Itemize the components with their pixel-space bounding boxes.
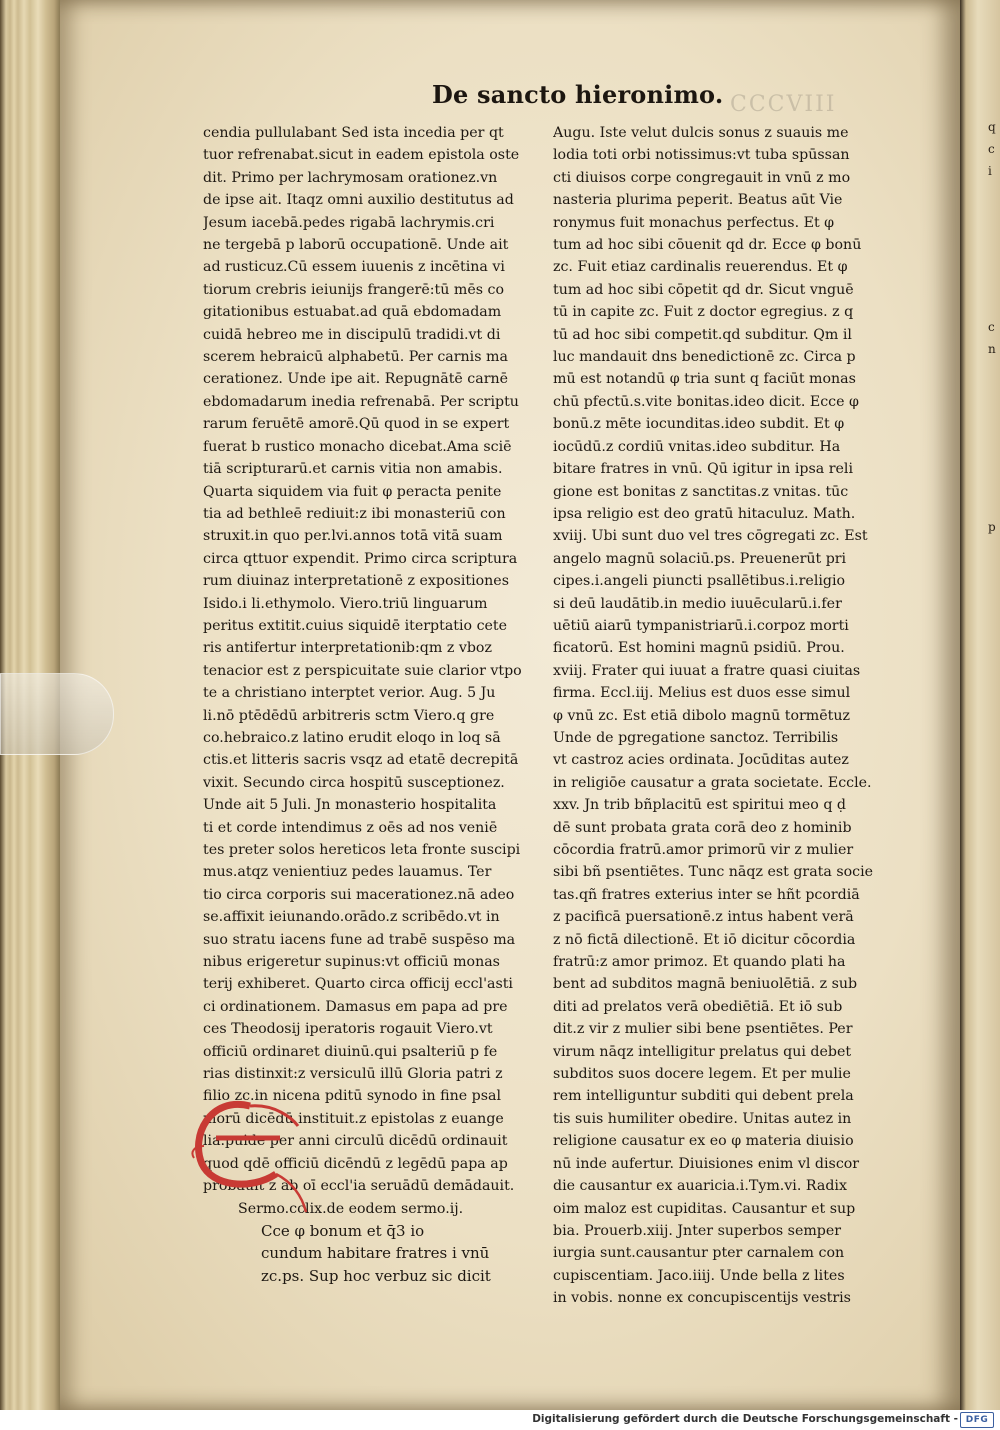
text-line: dit.z vir z mulier sibi bene psentiētes. Per	[553, 1021, 853, 1038]
text-line: die causantur ex auaricia.i.Tym.vi. Radix	[553, 1178, 847, 1195]
text-line: iurgia sunt.causantur pter carnalem con	[553, 1245, 845, 1262]
text-line: oim maloz est cupiditas. Causantur et sup	[553, 1200, 856, 1217]
text-line: φ vnū zc. Est etiā dibolo magnū tormētuz	[553, 707, 850, 724]
text-line: bitare fratres in vnū. Qū igitur in ipsa reli	[553, 461, 853, 478]
right-text-column	[553, 122, 898, 1310]
text-line: xviij. Ubi sunt duo vel tres cōgregati zc. Est	[553, 528, 868, 545]
text-line: cerationez. Unde ipe ait. Repugnātē carnē	[203, 371, 509, 388]
text-line: ces Theodosij iperatoris rogauit Viero.vt	[203, 1021, 493, 1038]
text-line: nū inde aufertur. Diuisiones enim vl discor	[553, 1155, 860, 1172]
text-line: in religiōe causatur a grata societate. Eccle.	[553, 774, 872, 791]
edge-text-fragment: p	[988, 520, 996, 534]
text-line: Unde ait 5 Juli. Jn monasterio hospitalita	[203, 797, 497, 814]
show-through-folio: CCCVIII	[730, 92, 837, 117]
text-line: rum diuinaz interpretationē z expositiones	[203, 573, 509, 590]
text-line: mū est notandū φ tria sunt q faciūt monas	[553, 371, 856, 388]
text-line: tio circa corporis sui macerationez.nā adeo	[203, 886, 515, 903]
text-line: bonū.z mēte iocunditas.ideo subdit. Et φ	[553, 416, 845, 433]
text-line: tia ad bethleē rediuit:z ibi monasteriū con	[203, 505, 506, 522]
text-line: iocūdū.z cordiū vnitas.ideo subditur. Ha	[553, 438, 841, 455]
text-line: religione causatur ex eo φ materia diuisio	[553, 1133, 854, 1150]
text-line: tum ad hoc sibi cōuenit qd dr. Ecce φ bonū	[553, 237, 862, 254]
text-line: firma. Eccl.iij. Melius est duos esse simul	[553, 685, 851, 702]
text-line: in vobis. nonne ex concupiscentijs vestris	[553, 1290, 851, 1307]
text-line: cti diuisos corpe congregauit in vnū z mo	[553, 169, 851, 186]
text-line: Unde de pgregatione sanctoz. Terribilis	[553, 729, 839, 746]
text-line: sibi bñ psentiētes. Tunc nāqz est grata socie	[553, 864, 874, 881]
text-line: de ipse ait. Itaqz omni auxilio destitutus ad	[203, 192, 514, 209]
page-holder-clip	[0, 673, 114, 755]
text-line: uētiū aiarū tympanistriarū.i.corpoz morti	[553, 617, 849, 634]
edge-text-fragment: c	[988, 320, 995, 334]
text-line: ctis.et litteris sacris vsqz ad etatē decrepitā	[203, 752, 519, 769]
text-line: ti et corde intendimus z oēs ad nos veniē	[203, 819, 498, 836]
text-line: fratrū:z amor primoz. Et quando plati ha	[553, 954, 846, 971]
text-line: xxv. Jn trib bñplacitū est spiritui meo q ḍ	[553, 797, 846, 814]
running-head: De sancto hieronimo.	[432, 80, 724, 109]
text-line: luc mandauit dns benedictionē zc. Circa p	[553, 349, 856, 366]
text-line: suo stratu iacens fune ad trabē suspēso ma	[203, 931, 516, 948]
text-line: subditos suos docere legem. Et per mulie	[553, 1066, 851, 1083]
edge-text-fragment: n	[988, 342, 996, 356]
text-line: lia.puide per anni circulū dicēdū ordinauit	[203, 1133, 508, 1150]
text-line: Augu. Iste velut dulcis sonus z suauis me	[553, 125, 849, 141]
text-line: tuor refrenabat.sicut in eadem epistola oste	[203, 147, 520, 164]
text-line: ne tergebā p laborū occupationē. Unde ait	[203, 237, 509, 254]
text-line: cipes.i.angeli piuncti psallētibus.i.religio	[553, 573, 846, 590]
text-line: tum ad hoc sibi cōpetit qd dr. Sicut vnguē	[553, 281, 854, 298]
adjacent-page-edge	[960, 0, 1000, 1410]
text-line: li.nō ptēdēdū arbitreris sctm Viero.q gre	[203, 707, 495, 724]
text-line: lodia toti orbi notissimus:vt tuba spūssan	[553, 147, 850, 164]
text-line: ad rusticuz.Cū essem iuuenis z incētina vi	[203, 259, 505, 276]
text-line: circa qttuor expendit. Primo circa scriptura	[203, 550, 518, 567]
text-line: tiā scripturarū.et carnis vitia non amabis.	[203, 461, 503, 478]
sermon-opening-line: zc.ps. Sup hoc verbuz sic dicit	[261, 1266, 491, 1285]
rubricated-initial	[180, 1086, 310, 1214]
text-line: tas.qñ fratres exterius inter se hñt pcordiā	[553, 886, 860, 903]
text-line: z pacificā puersationē.z intus habent verā	[553, 909, 854, 926]
edge-text-fragment: i	[988, 164, 992, 178]
text-line: quod qdē officiū dicēndū z legēdū papa ap	[203, 1155, 508, 1172]
text-line: bia. Prouerb.xiij. Jnter superbos semper	[553, 1222, 842, 1239]
text-line: nibus erigeretur supinus:vt officiū monas	[203, 954, 500, 971]
text-line: peritus extitit.cuius siquidē iterptatio cete	[203, 617, 508, 634]
text-line: vt castroz acies ordinata. Jocūditas autez	[553, 752, 849, 769]
text-line: fuerat b rustico monacho dicebat.Ama sciē	[203, 438, 512, 455]
text-line: vixit. Secundo circa hospitū susceptionez.	[203, 774, 505, 791]
text-line: virum nāqz intelligitur prelatus qui debet	[553, 1043, 852, 1060]
text-line: diti ad prelatos verā obediētiā. Et iō sub	[553, 998, 843, 1015]
text-line: cōcordia fratrū.amor primorū vir z mulier	[553, 842, 854, 858]
sermon-heading: Sermo.cclix.de eodem sermo.ij.	[238, 1200, 464, 1217]
text-line: cendia pullulabant Sed ista incedia per qt	[203, 125, 504, 141]
text-line: se.affixit ieiunando.orādo.z scribēdo.vt in	[203, 909, 500, 926]
text-line: angelo magnū solaciū.ps. Preuenerūt pri	[553, 550, 847, 567]
text-line: gitationibus estuabat.ad quā ebdomadam	[203, 304, 502, 321]
text-line: dē sunt probata grata corā deo z hominib	[553, 819, 852, 836]
text-line: rarum feruētē amorē.Qū quod in se expert	[203, 416, 510, 433]
text-line: morū dicēdū instituit.z epistolas z euange	[203, 1110, 504, 1127]
text-line: ficatorū. Est homini magnū psidiū. Prou.	[553, 640, 845, 657]
text-line: chū pfectū.s.vite bonitas.ideo dicit. Ecce φ	[553, 393, 859, 410]
text-line: mus.atqz venientiuz pedes lauamus. Ter	[203, 864, 492, 881]
text-line: ris antifertur interpretationib:qm z vboz	[203, 640, 492, 657]
flourish-icon	[180, 1086, 320, 1216]
text-line: ronymus fuit monachus perfectus. Et φ	[553, 214, 835, 231]
text-line: zc. Fuit etiaz cardinalis reuerendus. Et φ	[553, 259, 848, 276]
text-line: rem intelliguntur subditi qui debent prela	[553, 1088, 854, 1105]
text-line: struxit.in quo per.lvi.annos totā vitā suam	[203, 528, 503, 545]
text-line: gione est bonitas z sanctitas.z vnitas. tūc	[553, 483, 849, 500]
funding-credit: Digitalisierung gefördert durch die Deutsche Forschungsgemeinschaft -	[532, 1413, 958, 1425]
text-line: rias distinxit:z versiculū illū Gloria patri z	[203, 1066, 503, 1083]
text-line: xviij. Frater qui iuuat a fratre quasi ciuitas	[553, 662, 861, 679]
text-line: tenacior est z perspicuitate suie clarior vtpo	[203, 662, 522, 679]
text-line: probauit z ab oī eccl'ia seruādū demādauit.	[203, 1178, 515, 1195]
text-line: officiū ordinaret diuinū.qui psalteriū p fe	[203, 1043, 498, 1060]
text-line: scerem hebraicū alphabetū. Per carnis ma	[203, 349, 508, 366]
text-line: tū ad hoc sibi competit.qd subditur. Qm il	[553, 326, 852, 343]
text-line: si deū laudātib.in medio iuuēcularū.i.fer	[553, 595, 842, 612]
text-line: ci ordinationem. Damasus em papa ad pre	[203, 998, 508, 1015]
text-line: tes preter solos hereticos leta fronte suscipi	[203, 842, 521, 858]
text-line: co.hebraico.z latino erudit eloqo in loq sā	[203, 729, 501, 746]
footer-bar	[0, 1410, 1000, 1430]
text-line: bent ad subditos magnā beniuolētiā. z sub	[553, 976, 858, 993]
text-line: dit. Primo per lachrymosam orationez.vn	[203, 169, 498, 186]
sermon-opening-line: cundum habitare fratres i vnū	[261, 1244, 490, 1263]
sermon-opening-line: Cce φ bonum et q̄3 io	[261, 1221, 425, 1240]
text-line: ipsa religio est deo gratū hitaculuz. Math.	[553, 505, 856, 522]
text-line: Isido.i li.ethymolo. Viero.triū linguarum	[203, 595, 488, 612]
edge-text-fragment: c	[988, 142, 995, 156]
text-line: Jesum iacebā.pedes rigabā lachrymis.cri	[203, 214, 495, 231]
text-line: cuidā hebreo me in discipulū tradidi.vt di	[203, 326, 501, 343]
text-line: ebdomadarum inedia refrenabā. Per scriptu	[203, 393, 519, 410]
text-line: filio zc.in nicena pditū synodo in fine psal	[203, 1088, 502, 1105]
text-line: te a christiano interptet verior. Aug. 5 Ju	[203, 685, 496, 702]
text-line: nasteria plurima peperit. Beatus aūt Vie	[553, 192, 843, 209]
text-line: Quarta siquidem via fuit φ peracta penite	[203, 483, 502, 500]
dfg-logo: DFG	[960, 1412, 994, 1428]
text-line: cupiscentiam. Jaco.iiij. Unde bella z lites	[553, 1267, 845, 1284]
text-line: z nō fictā dilectionē. Et iō dicitur cōcordia	[553, 931, 856, 948]
text-line: terij exhiberet. Quarto circa officij eccl'asti	[203, 976, 513, 993]
text-line: tiorum crebris ieiunijs frangerē:tū mēs co	[203, 281, 504, 298]
text-line: tis suis humiliter obedire. Unitas autez in	[553, 1110, 852, 1127]
edge-text-fragment: q	[988, 120, 996, 134]
text-line: tū in capite zc. Fuit z doctor egregius. z q	[553, 304, 854, 321]
